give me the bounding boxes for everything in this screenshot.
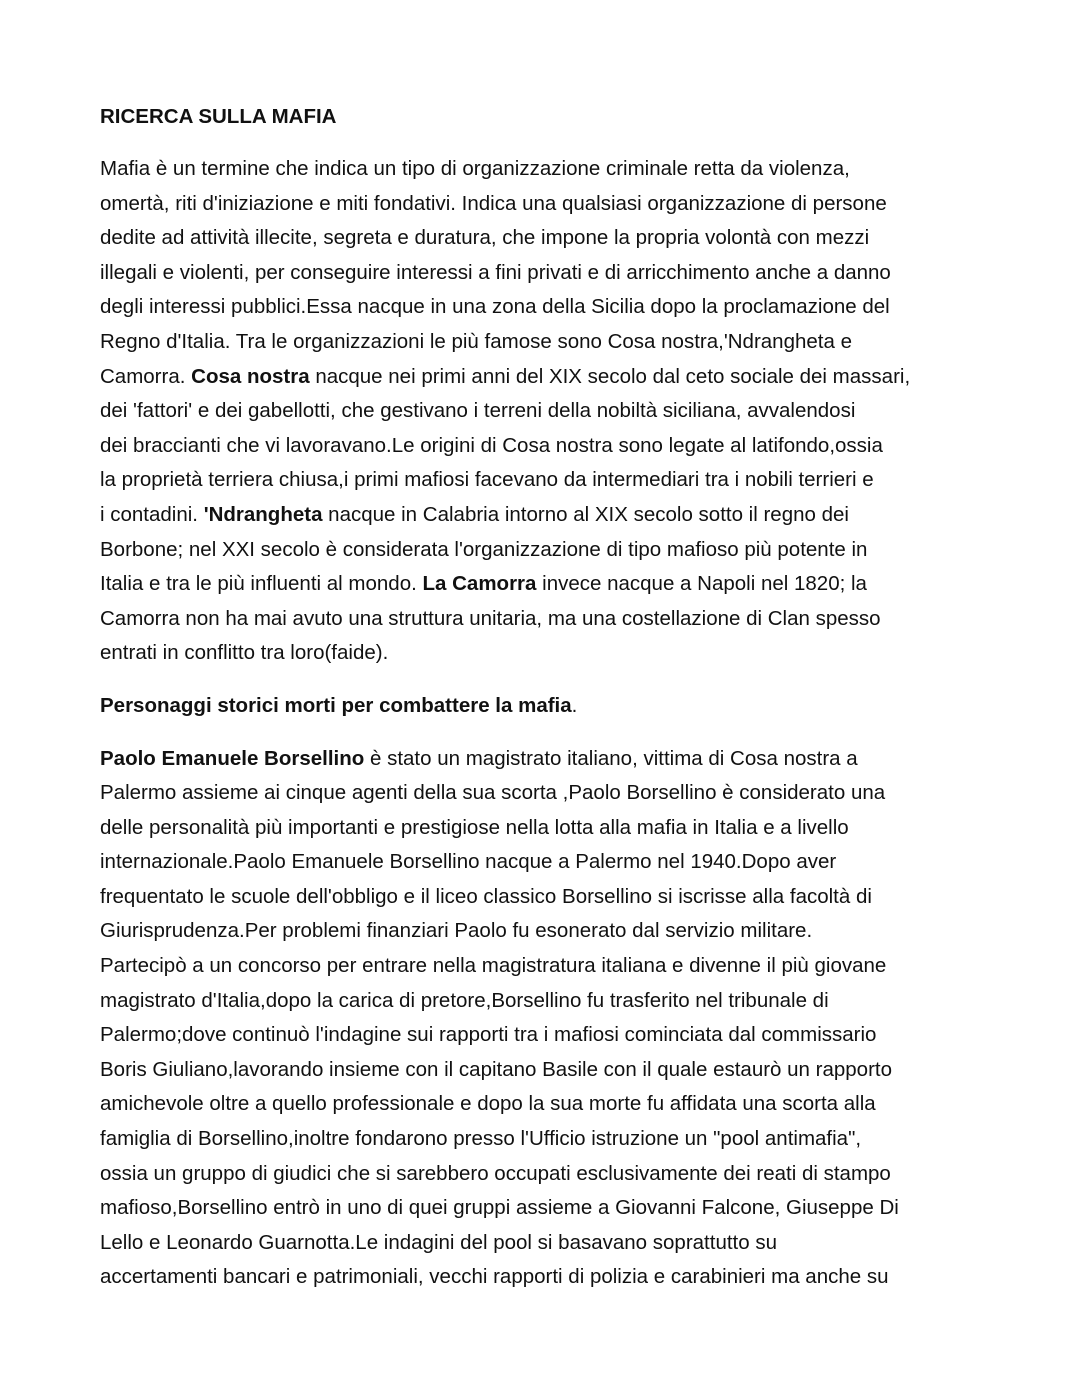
text-run: internazionale.Paolo Emanuele Borsellino nacque a Palermo nel 1940.Dopo aver (100, 850, 837, 874)
text-line (100, 1053, 990, 1088)
text-run: Giurisprudenza.Per problemi finanziari Paolo fu esonerato dal servizio militare. (100, 919, 813, 943)
text-run: Lello e Leonardo Guarnotta.Le indagini del pool si basavano soprattutto su (100, 1230, 777, 1254)
text-run: dei 'fattori' e dei gabellotti, che gestivano i terreni della nobiltà siciliana, avvalendosi (100, 399, 856, 423)
text-run: dedite ad attività illecite, segreta e duratura, che impone la propria volontà con mezzi (100, 226, 870, 250)
text-run: invece nacque a Napoli nel 1820; la (536, 572, 867, 596)
text-run: Camorra non ha mai avuto una struttura unitaria, ma una costellazione di Clan spesso (100, 606, 881, 630)
text-run: Borbone; nel XXI secolo è considerata l'organizzazione di tipo mafioso più potente in (100, 537, 868, 561)
text-line (100, 742, 990, 777)
text-run: nacque nei primi anni del XIX secolo dal ceto sociale dei massari, (309, 364, 911, 388)
text-line (100, 1226, 990, 1261)
text-run: ossia un gruppo di giudici che si sarebbero occupati esclusivamente dei reati di stampo (100, 1161, 891, 1185)
text-run: i contadini. (100, 502, 204, 526)
text-line (100, 498, 990, 533)
document-page (100, 100, 990, 1313)
text-run: delle personalità più importanti e prestigiose nella lotta alla mafia in Italia e a livello (100, 815, 849, 839)
document-title: RICERCA SULLA MAFIA (100, 105, 337, 128)
borsellino-paragraph (100, 742, 990, 1296)
text-run: degli interessi pubblici.Essa nacque in una zona della Sicilia dopo la proclamazione del (100, 295, 890, 319)
text-line (100, 1018, 990, 1053)
text-run: Camorra. (100, 364, 192, 388)
text-line (100, 1260, 990, 1295)
text-line (100, 221, 990, 256)
text-line (100, 463, 990, 498)
text-line (100, 429, 990, 464)
text-run: entrati in conflitto tra loro(faide). (100, 641, 389, 665)
text-line (100, 636, 990, 671)
text-line (100, 914, 990, 949)
bold-term: La Camorra (422, 572, 537, 596)
text-line (100, 152, 990, 187)
text-line (100, 360, 990, 395)
text-run: è stato un magistrato italiano, vittima di Cosa nostra a (364, 746, 858, 770)
text-line (100, 880, 990, 915)
text-line (100, 602, 990, 637)
text-line (100, 187, 990, 222)
section-title-period: . (571, 693, 578, 717)
text-line (100, 325, 990, 360)
text-line (100, 845, 990, 880)
text-line (100, 811, 990, 846)
text-line (100, 256, 990, 291)
text-run: frequentato le scuole dell'obbligo e il liceo classico Borsellino si iscrisse alla facoltà di (100, 884, 872, 908)
text-line (100, 949, 990, 984)
text-run: mafioso,Borsellino entrò in uno di quei gruppi assieme a Giovanni Falcone, Giuseppe Di (100, 1196, 899, 1220)
text-run: omertà, riti d'iniziazione e miti fondativi. Indica una qualsiasi organizzazione di persone (100, 191, 887, 215)
text-line (100, 984, 990, 1019)
text-run: la proprietà terriera chiusa,i primi mafiosi facevano da intermediari tra i nobili terrieri e (100, 468, 874, 492)
text-run: Regno d'Italia. Tra le organizzazioni le più famose sono Cosa nostra,'Ndrangheta e (100, 329, 852, 353)
text-line (100, 1157, 990, 1192)
text-line (100, 394, 990, 429)
text-line (100, 567, 990, 602)
section-title-text: Personaggi storici morti per combattere la mafia (100, 693, 572, 717)
text-run: dei braccianti che vi lavoravano.Le origini di Cosa nostra sono legate al latifondo,ossia (100, 433, 883, 457)
text-run: Italia e tra le più influenti al mondo. (100, 572, 423, 596)
text-run: nacque in Calabria intorno al XIX secolo sotto il regno dei (322, 502, 849, 526)
text-line (100, 1122, 990, 1157)
text-run: Palermo assieme ai cinque agenti della sua scorta ,Paolo Borsellino è considerato una (100, 781, 886, 805)
section-title (100, 689, 990, 724)
bold-term: Paolo Emanuele Borsellino (100, 746, 365, 770)
text-run: Boris Giuliano,lavorando insieme con il capitano Basile con il quale estaurò un rapporto (100, 1057, 892, 1081)
text-line (100, 533, 990, 568)
text-run: accertamenti bancari e patrimoniali, vecchi rapporti di polizia e carabinieri ma anche su (100, 1265, 889, 1289)
text-run: Mafia è un termine che indica un tipo di organizzazione criminale retta da violenza, (100, 157, 850, 180)
text-run: amichevole oltre a quello professionale e dopo la sua morte fu affidata una scorta alla (100, 1092, 876, 1116)
text-run: magistrato d'Italia,dopo la carica di pretore,Borsellino fu trasferito nel tribunale di (100, 988, 829, 1012)
bold-term: 'Ndrangheta (203, 502, 323, 526)
text-run: illegali e violenti, per conseguire interessi a fini privati e di arricchimento anche a danno (100, 260, 891, 284)
text-line (100, 1191, 990, 1226)
intro-paragraph (100, 152, 990, 671)
text-run: famiglia di Borsellino,inoltre fondarono presso l'Ufficio istruzione un "pool antimafia", (100, 1127, 862, 1151)
text-line (100, 1087, 990, 1122)
text-line (100, 776, 990, 811)
text-run: Palermo;dove continuò l'indagine sui rapporti tra i mafiosi cominciata dal commissario (100, 1023, 877, 1047)
text-run: Partecipò a un concorso per entrare nella magistratura italiana e divenne il più giovane (100, 954, 887, 978)
text-line (100, 290, 990, 325)
bold-term: Cosa nostra (191, 364, 310, 388)
